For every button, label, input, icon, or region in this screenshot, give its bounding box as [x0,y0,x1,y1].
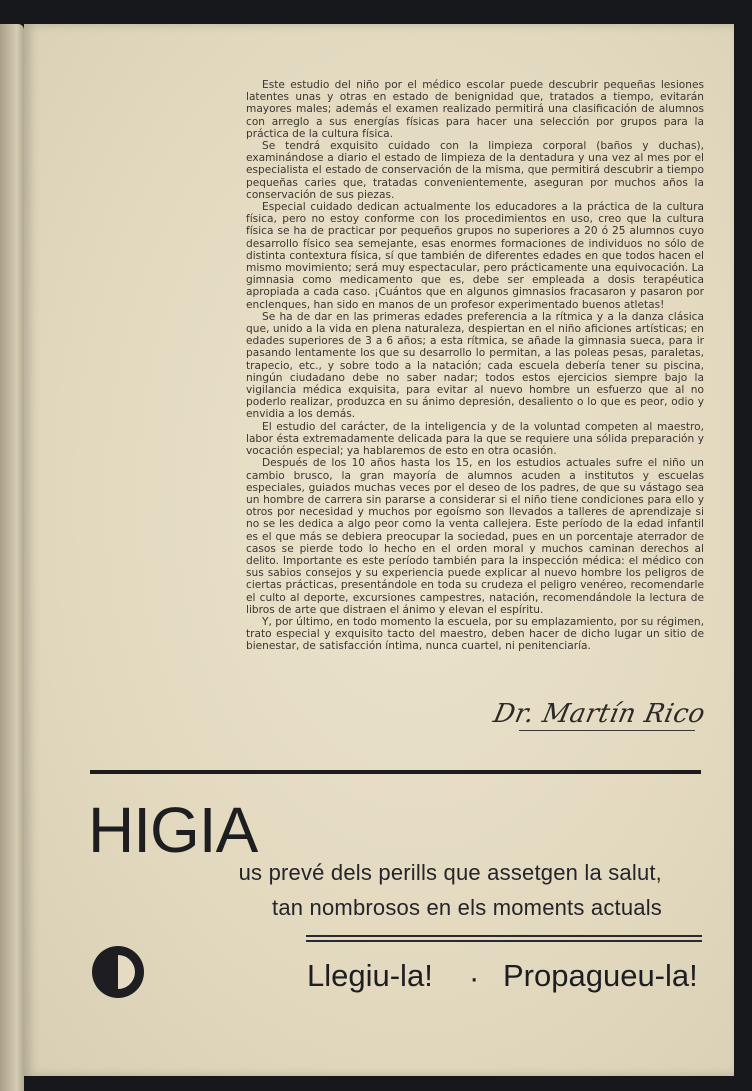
half-moon-logo-icon [92,946,144,998]
author-signature: Dr. Martín Rico [490,699,709,729]
article-paragraph-5: El estudio del carácter, de la inteligencia y de la voluntad competen al maestro, labor ésta extremadamente delicada para la que se requiere una sólida preparación y vocación especial; ya hablaremos de esto en otra ocasión. [246,420,704,458]
article-paragraph-3: Especial cuidado dedican actualmente los educadores a la práctica de la cultura física, pero no estoy conforme con los procedimientos en uso, creo que la cultura física se ha de practicar por pequeños grupos no superiores a 20 ó 25 alumnos cuyo desarrollo físico sea semejante, esas enormes formaciones de individuos no sólo de distinta contextura física, sí que también de diferentes edades en que todos hacen el mismo movimiento; será muy espectacular, pero prácticamente una equivocación. La gimnasia como medicamento que es, debe ser empleada a dosis terapéutica apropiada a cada caso. ¡Cuántos que en algunos gimnasios fracasaron y pasaron por enclenques, han sido en manos de un profesor experimentado buenos atletas! [246,201,704,311]
magazine-page [24,24,734,1076]
advertisement-call-read: Llegiu-la! [307,958,433,993]
advertisement-separator-dot: · [469,960,480,995]
advertisement-top-rule [90,770,701,774]
advertisement-tagline-2: tan nombrosos en els moments actuals [272,895,662,920]
signature-underline [519,730,695,731]
advertisement-call-spread: Propagueu-la! [503,958,698,993]
article-paragraph-4: Se ha de dar en las primeras edades preferencia a la rítmica y a la danza clásica que, unido a la vida en plena naturaleza, despiertan en el niño aficiones artísticas; en edades superiores de 3 a 6 años; a esta rítmica, se añade la gimnasia sueca, para ir pasando lentamente los que su desarrollo lo permitan, a las poleas pesas, paraletas, trapecio, etc., y sobre todo a la natación; cada escuela debería tener su piscina, ningún ciudadano debe no saber nadar; todos estos ejercicios siempre bajo la vigilancia médica exquisita, para evitar al nuevo hombre un esfuerzo que al no poderlo realizar, produzca en su ánimo depresión, desaliento o lo que es peor, odio y envidia a los demás. [246,310,704,421]
advertisement-double-rule-top [306,935,702,937]
article-body [246,79,704,653]
advertisement-tagline-1: us prevé dels perills que assetgen la salut, [238,860,662,885]
article-paragraph-7: Y, por último, en todo momento la escuela, por su emplazamiento, por su régimen, trato especial y exquisito tacto del maestro, deben hacer de dicho lugar un sitio de bienestar, de satisfacción íntima, nunca cuartel, ni penitenciaría. [246,615,704,653]
advertisement-double-rule-bottom [306,940,702,942]
advertisement-title: HIGIA [88,794,258,866]
article-paragraph-2: Se tendrá exquisito cuidado con la limpieza corporal (baños y duchas), examinándose a diario el estado de limpieza de la dentadura y una vez al mes por el especialista el estado de conservación de la misma, que permitirá descubrir a tiempo pequeñas caries que, tratadas convenientemente, aseguran por muchos años la conservación de sus piezas. [246,140,704,201]
article-paragraph-1: Este estudio del niño por el médico escolar puede descubrir pequeñas lesiones latentes unas y otras en estado de benignidad que, tratados a tiempo, evitarán mayores males; además el examen realizado permitirá una clasificación de alumnos con arreglo a sus energías físicas para hacer una selección por grupos para la práctica de la cultura física. [246,79,704,140]
article-paragraph-6: Después de los 10 años hasta los 15, en los estudios actuales sufre el niño un cambio brusco, la gran mayoría de alumnos acuden a institutos y escuelas especiales, guiados muchas veces por el deseo de los padres, de que su vástago sea un hombre de carrera sin pararse a considerar si el niño tiene condiciones para ello y otros por necesidad y muchos por egoísmo son llevados a talleres de aprendizaje si no se les dedica a algo peor como la venta callejera. Este período de la edad infantil es el que más se debiera preocupar la sociedad, pues en un porcentaje aterrador de casos se pierde todo lo hecho en el orden moral y muchos caminan derechos al delito. Importante es este período también para la inspección médica: el médico con sus sabios consejos y su experiencia puede explicar al nuevo hombre los peligros de ciertas prácticas, presentándole en toda su crudeza el peligro venéreo, recomendarle el culto al deporte, excursiones campestres, natación, recomendándole la lectura de libros de arte que distraen el ánimo y elevan el espíritu. [246,457,704,616]
adjacent-page-edge [0,24,24,1091]
